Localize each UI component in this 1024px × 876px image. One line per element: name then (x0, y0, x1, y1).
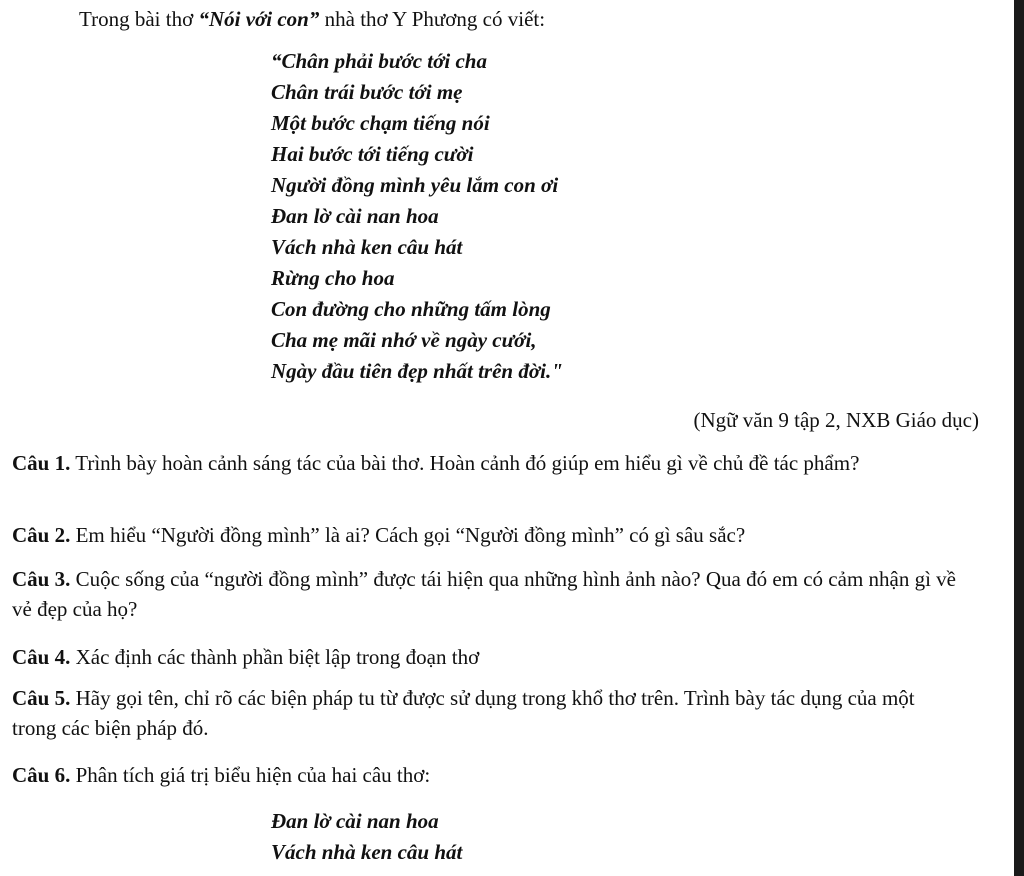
intro-text-before: Trong bài thơ (79, 7, 199, 31)
source-citation: (Ngữ văn 9 tập 2, NXB Giáo dục) (693, 408, 979, 432)
question-label: Câu 2. (12, 523, 71, 547)
question-4 (12, 642, 962, 672)
poem-line: Con đường cho những tấm lòng (271, 297, 551, 321)
quoted-line: Vách nhà ken câu hát (271, 840, 463, 864)
poem-line: Vách nhà ken câu hát (271, 235, 463, 259)
poem-title: “Nói với con” (198, 7, 320, 31)
question-text: Trình bày hoàn cảnh sáng tác của bài thơ. Hoàn cảnh đó giúp em hiểu gì về chủ đề tác phẩm? (70, 451, 860, 475)
question-label: Câu 4. (12, 645, 71, 669)
question-text: Phân tích giá trị biểu hiện của hai câu thơ: (70, 763, 431, 787)
question-text: Hãy gọi tên, chỉ rõ các biện pháp tu từ được sử dụng trong khổ thơ trên. Trình bày tác dụng của một trong các biện pháp đó. (12, 686, 915, 740)
question-label: Câu 6. (12, 763, 71, 787)
poem-line: Ngày đầu tiên đẹp nhất trên đời." (271, 359, 563, 383)
quoted-verse (271, 806, 462, 868)
question-6 (12, 760, 962, 790)
quoted-line: Đan lờ cài nan hoa (271, 809, 439, 833)
question-label: Câu 1. (12, 451, 71, 475)
question-3 (12, 564, 962, 624)
poem-excerpt (271, 46, 563, 387)
poem-line: Một bước chạm tiếng nói (271, 111, 490, 135)
question-1 (12, 448, 962, 478)
poem-line: Cha mẹ mãi nhớ về ngày cưới, (271, 328, 537, 352)
page-edge-border (1014, 0, 1024, 876)
question-text: Em hiểu “Người đồng mình” là ai? Cách gọi “Người đồng mình” có gì sâu sắc? (70, 523, 746, 547)
poem-line: Chân trái bước tới mẹ (271, 80, 463, 104)
intro-line (79, 5, 545, 33)
question-label: Câu 3. (12, 567, 71, 591)
poem-line: “Chân phải bước tới cha (271, 49, 487, 73)
poem-line: Rừng cho hoa (271, 266, 395, 290)
poem-line: Hai bước tới tiếng cười (271, 142, 474, 166)
question-5 (12, 683, 962, 743)
question-2 (12, 520, 962, 550)
question-text: Cuộc sống của “người đồng mình” được tái hiện qua những hình ảnh nào? Qua đó em có cảm nhận gì về vẻ đẹp của họ? (12, 567, 956, 621)
intro-text-after: nhà thơ Y Phương có viết: (319, 7, 546, 31)
question-text: Xác định các thành phần biệt lập trong đoạn thơ (70, 645, 480, 669)
question-label: Câu 5. (12, 686, 71, 710)
poem-line: Đan lờ cài nan hoa (271, 204, 439, 228)
poem-line: Người đồng mình yêu lắm con ơi (271, 173, 559, 197)
